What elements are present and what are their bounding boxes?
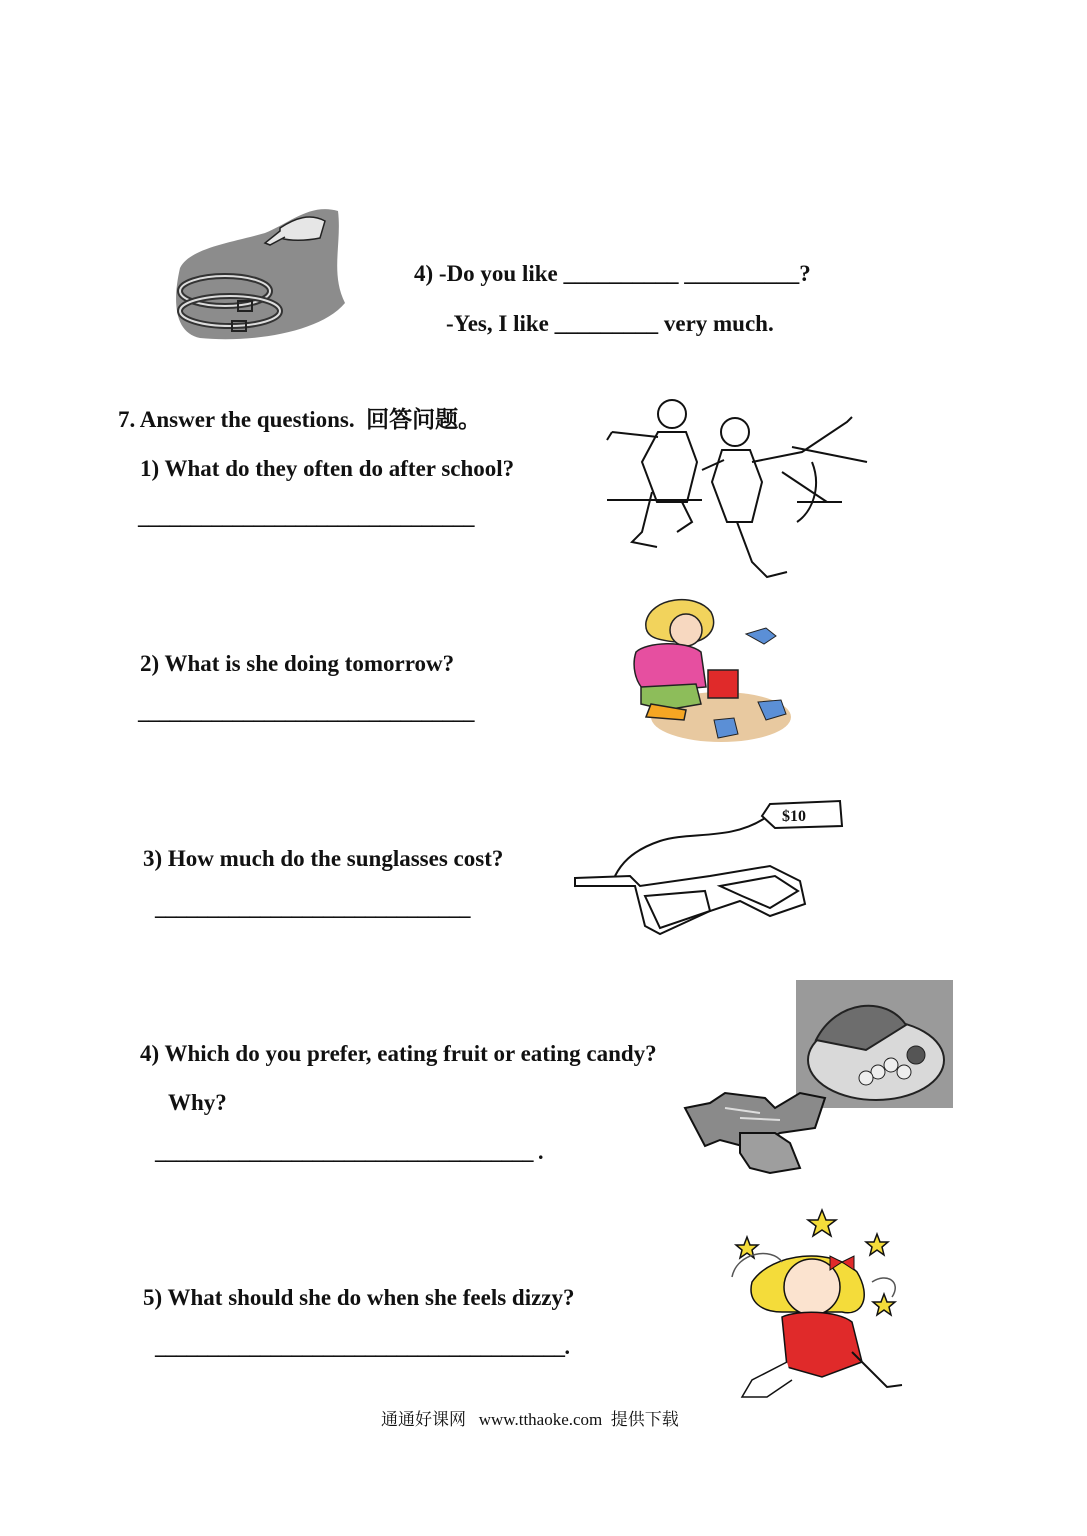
question-3: 3) How much do the sunglasses cost?: [143, 846, 504, 871]
candy-picture: [680, 1078, 830, 1178]
question-4-why: Why?: [168, 1090, 227, 1115]
question-4: 4) Which do you prefer, eating fruit or eating candy?: [140, 1041, 657, 1066]
sunglasses-with-price-tag-picture: [570, 796, 848, 940]
section-7-title: 7. Answer the questions. 回答问题。: [118, 407, 482, 432]
question-2: 2) What is she doing tomorrow?: [140, 651, 455, 676]
footer-text: 通通好课网 www.tthaoke.com 提供下载: [381, 1410, 679, 1429]
answer-line-2[interactable]: ________________________________: [138, 699, 474, 724]
question-5: 5) What should she do when she feels dizzy?: [143, 1285, 575, 1310]
answer-line-4[interactable]: ____________________________________ .: [155, 1139, 543, 1164]
question-1: 1) What do they often do after school?: [140, 456, 515, 481]
answer-line-3[interactable]: ______________________________: [155, 895, 470, 920]
dizzy-girl-picture: [712, 1202, 912, 1407]
girl-feeding-birds-picture: [626, 592, 796, 754]
answer-line-5[interactable]: _______________________________________.: [155, 1334, 570, 1359]
karate-kids-picture: [602, 392, 872, 597]
top-question-line-1: 4) -Do you like __________ __________?: [414, 261, 811, 286]
top-question-line-2: -Yes, I like _________ very much.: [446, 311, 774, 336]
answer-line-1[interactable]: ________________________________: [138, 504, 474, 529]
price-tag-text: $10: [782, 808, 806, 825]
belts-picture: [170, 193, 348, 343]
